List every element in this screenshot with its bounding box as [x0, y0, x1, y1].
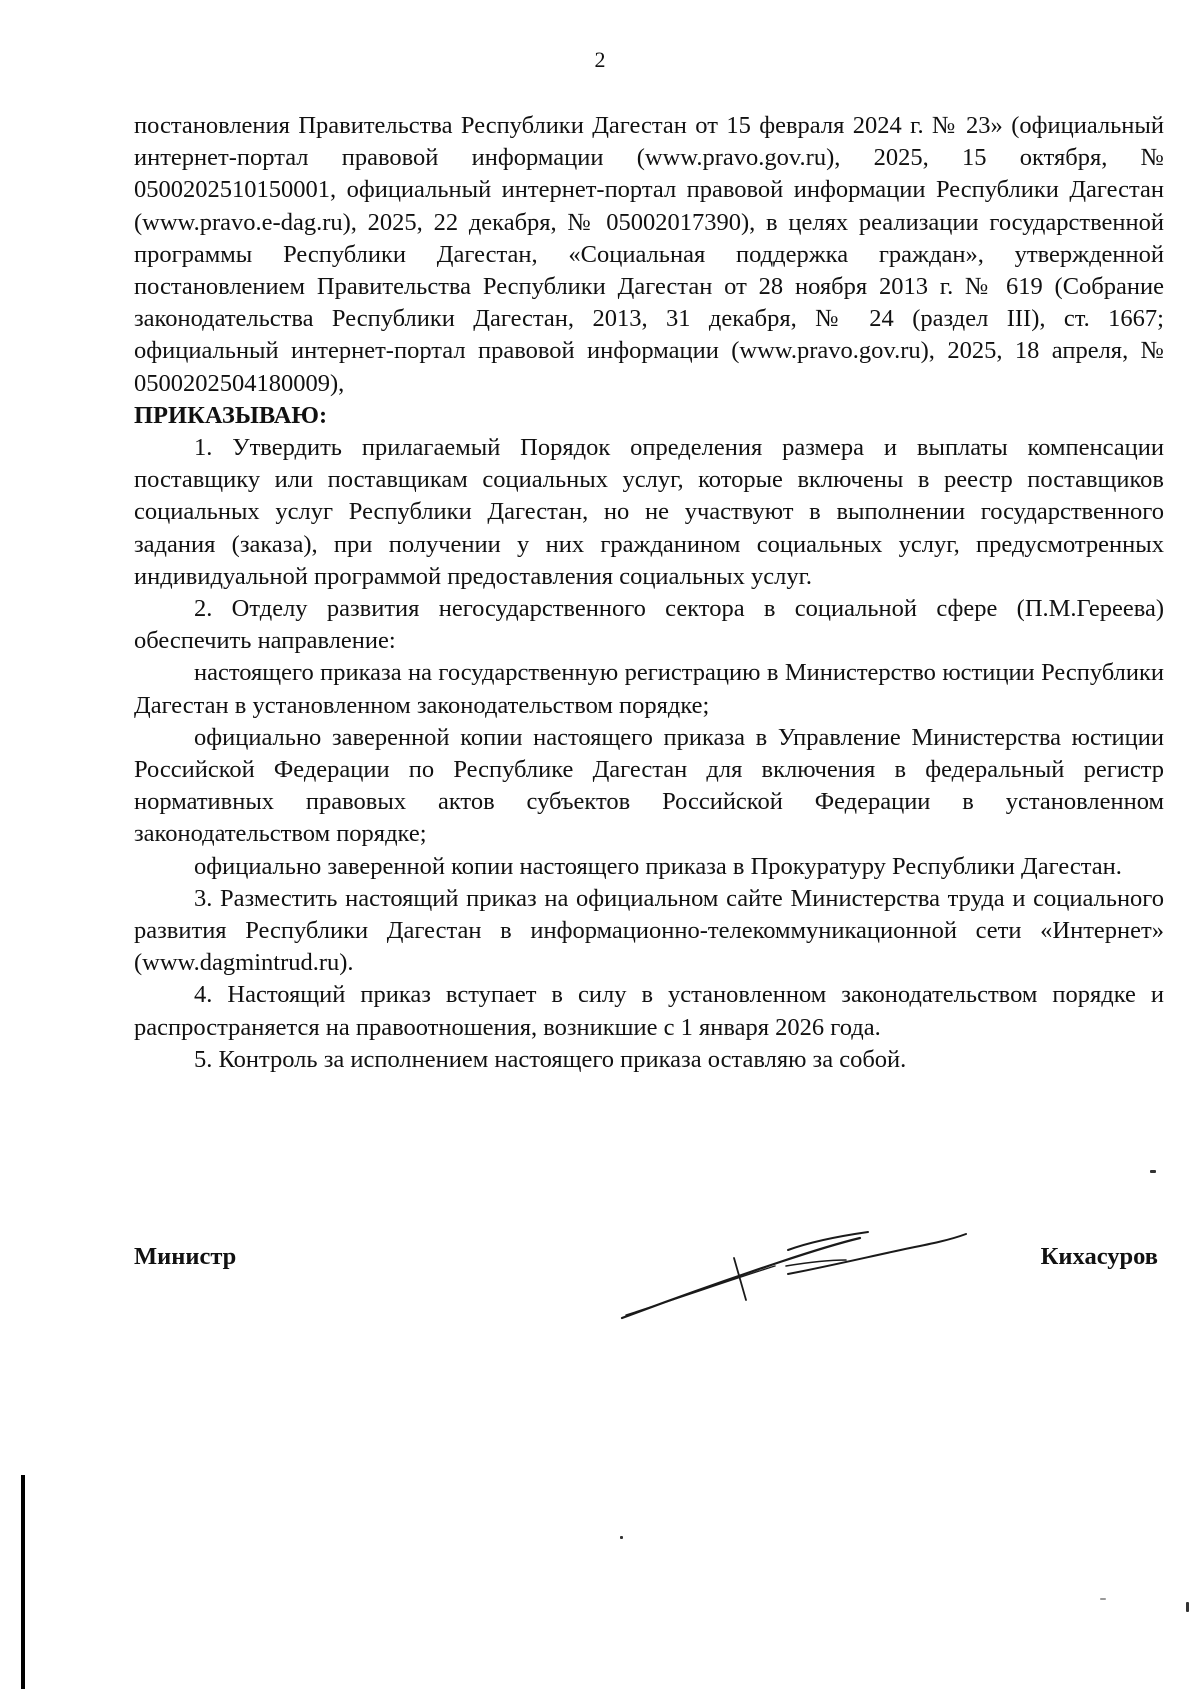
signatory-name: Кихасуров	[1040, 1243, 1158, 1270]
order-item-3: 3. Разместить настоящий приказ на официальном сайте Министерства труда и социального развития Республики Дагестан в информационно-телекоммуникационной сети «Интернет» (www.dagmintrud.ru).	[134, 884, 1164, 977]
page-number: 2	[594, 47, 606, 72]
handwritten-signature	[610, 1220, 980, 1330]
document-body	[134, 110, 1164, 1076]
order-item-2: 2. Отделу развития негосударственного сектора в социальной сфере (П.М.Гереева) обеспечить направление:	[134, 595, 1164, 655]
order-item-2a: настоящего приказа на государственную регистрацию в Министерство юстиции Республики Дагестан в установленном законодательством порядке;	[134, 659, 1164, 719]
scan-speck	[1186, 1602, 1189, 1612]
order-item-5: 5. Контроль за исполнением настоящего приказа оставляю за собой.	[194, 1045, 907, 1073]
order-item-1: 1. Утвердить прилагаемый Порядок определения размера и выплаты компенсации поставщику или поставщикам социальных услуг, которые включены в реестр поставщиков социальных услуг Республики Дагестан, но не участвуют в выполнении государственного задания (заказа), при получении у них гражданином социальных услуг, предусмотренных индивидуальной программой предоставления социальных услуг.	[134, 434, 1164, 590]
scan-speck	[1100, 1598, 1106, 1600]
order-item-2b: официально заверенной копии настоящего приказа в Управление Министерства юстиции Российской Федерации по Республике Дагестан для включения в федеральный регистр нормативных правовых актов субъектов Российской Федерации в установленном законодательством порядке;	[134, 723, 1164, 848]
preamble-paragraph: постановления Правительства Республики Дагестан от 15 февраля 2024 г. № 23» (официальный интернет-портал правовой информации (www.pravo.gov.ru), 2025, 15 октября, № 0500202510150001, официальный интернет-портал правовой информации Республики Дагестан (www.pravo.e-dag.ru), 2025, 22 декабря, № 05002017390), в целях реализации государственной программы Республики Дагестан, «Социальная поддержка граждан», утвержденной постановлением Правительства Республики Дагестан от 28 ноября 2013 г. № 619 (Собрание законодательства Республики Дагестан, 2013, 31 декабря, № 24 (раздел III), ст. 1667; официальный интернет-портал правовой информации (www.pravo.gov.ru), 2025, 18 апреля, № 0500202504180009),	[134, 112, 1164, 397]
signatory-position: Министр	[134, 1243, 237, 1270]
order-item-2c: официально заверенной копии настоящего приказа в Прокуратуру Республики Дагестан.	[194, 852, 1122, 880]
scan-edge-line	[21, 1475, 25, 1689]
order-item-4: 4. Настоящий приказ вступает в силу в установленном законодательством порядке и распространяется на правоотношения, возникшие с 1 января 2026 года.	[134, 981, 1164, 1041]
order-heading: ПРИКАЗЫВАЮ:	[134, 401, 328, 429]
scan-speck	[620, 1536, 623, 1539]
scan-speck	[1150, 1170, 1156, 1173]
